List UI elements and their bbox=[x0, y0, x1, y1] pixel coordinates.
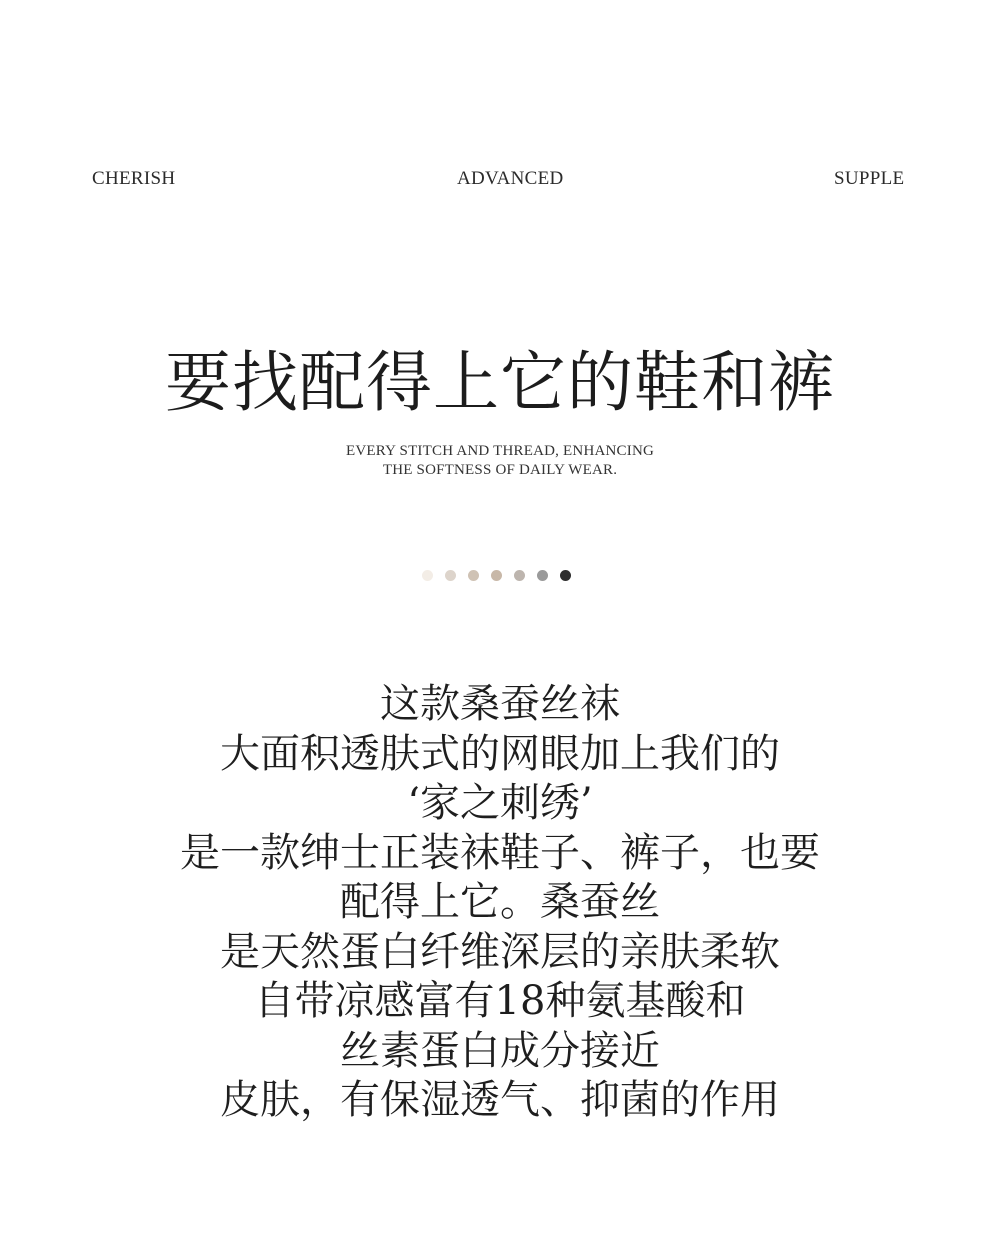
keyword-advanced: ADVANCED bbox=[457, 168, 564, 189]
description-line: 丝素蛋白成分接近 bbox=[340, 1027, 660, 1074]
description-line: 皮肤，有保湿透气、抑菌的作用 bbox=[220, 1077, 780, 1123]
headline: 要找配得上它的鞋和裤 bbox=[165, 344, 835, 421]
subline-line: EVERY STITCH AND THREAD, ENHANCING bbox=[345, 443, 655, 459]
color-dot bbox=[468, 570, 479, 581]
color-dot bbox=[445, 570, 456, 581]
description-line: 自带凉感富有18种氨基酸和 bbox=[254, 978, 746, 1024]
description-line: 这款桑蚕丝袜 bbox=[380, 681, 620, 727]
description-line: 配得上它。桑蚕丝 bbox=[340, 879, 660, 925]
description-block bbox=[0, 680, 1000, 1126]
color-dot bbox=[537, 570, 548, 581]
color-dots bbox=[422, 570, 571, 582]
description-line: 是天然蛋白纤维深层的亲肤柔软 bbox=[220, 928, 780, 975]
subline-line: THE SOFTNESS OF DAILY WEAR. bbox=[382, 462, 618, 478]
color-dot bbox=[491, 570, 502, 581]
keyword-cherish: CHERISH bbox=[92, 168, 176, 189]
subline bbox=[0, 442, 1000, 480]
keyword-supple: SUPPLE bbox=[834, 168, 905, 189]
keyword-row bbox=[0, 168, 1000, 194]
color-dot bbox=[514, 570, 525, 581]
description-line: ‘家之刺绣’ bbox=[407, 780, 593, 826]
description-line: 大面积透肤式的网眼加上我们的 bbox=[220, 730, 780, 777]
color-dot bbox=[422, 570, 433, 581]
color-dot bbox=[560, 570, 571, 581]
description-line: 是一款绅士正装袜鞋子、裤子，也要 bbox=[180, 829, 820, 876]
